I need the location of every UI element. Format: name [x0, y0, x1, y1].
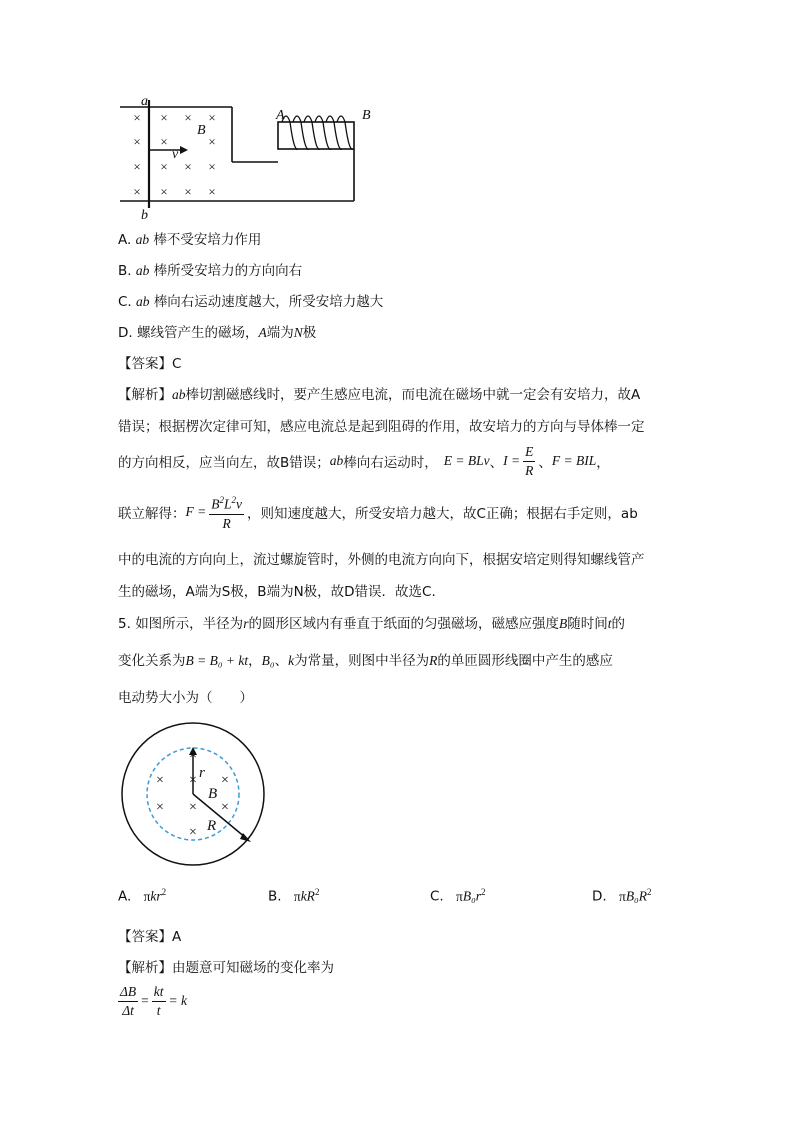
- q4-analysis-line5: 中的电流的方向向上，流过螺旋管时，外侧的电流方向向下，根据安培定则得知螺线管产: [118, 552, 645, 568]
- eq-B-B0-kt: B = B₀ + kt: [185, 653, 249, 668]
- label-field-B: B: [197, 123, 206, 138]
- q5-answer: 【答案】A: [118, 929, 182, 945]
- label-a: a: [141, 94, 148, 109]
- label-b: b: [141, 208, 148, 223]
- q5-stem-line1: 5. 如图所示，半径为r的圆形区域内有垂直于纸面的匀强磁场，磁感应强度B随时间t的: [118, 616, 625, 632]
- q5-analysis-line1: 【解析】由题意可知磁场的变化率为: [118, 960, 334, 976]
- field-cross: ×: [208, 110, 216, 125]
- q4-analysis-line1: 【解析】ab棒切割磁感线时，要产生感应电流，而电流在磁场中就一定会有安培力，故A: [118, 387, 641, 403]
- q4-answer: 【答案】C: [118, 356, 182, 372]
- circular-field-diagram: [118, 722, 270, 867]
- q4-analysis-line2: 错误；根据楞次定律可知，感应电流总是起到阻碍的作用，故安培力的方向与导体棒一定: [118, 419, 645, 435]
- field-cross: ×: [133, 159, 141, 174]
- rail-circuit-diagram: [110, 92, 390, 227]
- field-cross: ×: [160, 159, 168, 174]
- field-cross: ×: [160, 134, 168, 149]
- field-cross: ×: [189, 800, 197, 815]
- field-cross: ×: [189, 773, 197, 788]
- q4-analysis-line3: 的方向相反，应当向左，故B错误； ab 棒向右运动时， E = BLv 、 I = $\frac{E}{R}$ 、 F = BIL ，: [118, 443, 610, 478]
- label-R: R: [207, 818, 217, 834]
- q5-option-A[interactable]: A. πkr$^2$: [118, 887, 167, 905]
- field-cross: ×: [208, 134, 216, 149]
- field-cross: ×: [184, 159, 192, 174]
- label-solenoid-B: B: [362, 108, 371, 123]
- label-solenoid-A: A: [276, 108, 285, 123]
- label-r: r: [199, 765, 205, 781]
- field-cross: ×: [189, 748, 197, 763]
- eq-F-fraction: $\frac{B^2L^2v}{R}$: [209, 491, 244, 533]
- field-cross: ×: [221, 773, 229, 788]
- field-cross: ×: [156, 773, 164, 788]
- q5-stem-line3: 电动势大小为（ ）: [118, 690, 253, 706]
- field-cross: ×: [133, 134, 141, 149]
- frac-dB-dt: $\frac{\Delta B}{\Delta t}$: [120, 983, 137, 1018]
- field-cross: ×: [160, 184, 168, 199]
- eq-E-BLv: E = BLv: [443, 453, 490, 468]
- label-velocity: v: [172, 147, 179, 162]
- option-D[interactable]: D. 螺线管产生的磁场，A端为N极: [118, 325, 317, 341]
- field-cross: ×: [184, 110, 192, 125]
- eq-F-BIL: F = BIL: [551, 453, 597, 468]
- q5-stem-line2: 变化关系为B = B₀ + kt，B₀、k为常量，则图中半径为R的单匝圆形线圈中产生的感应: [118, 653, 613, 669]
- field-cross: ×: [133, 110, 141, 125]
- field-cross: ×: [208, 159, 216, 174]
- field-cross: ×: [160, 110, 168, 125]
- q4-analysis-line6: 生的磁场，A端为S极，B端为N极，故D错误．故选C.: [118, 584, 436, 600]
- option-C[interactable]: C. ab 棒向右运动速度越大，所受安培力越大: [118, 294, 384, 310]
- field-cross: ×: [189, 825, 197, 840]
- q5-option-C[interactable]: C. $\pi B_0r^2$: [430, 887, 486, 905]
- label-B: B: [208, 786, 218, 802]
- field-cross: ×: [156, 800, 164, 815]
- field-cross: ×: [208, 184, 216, 199]
- frac-kt-t: $\frac{kt}{t}$: [153, 983, 164, 1018]
- eq-I-left: I =: [503, 453, 521, 468]
- q5-option-D[interactable]: D. $\pi B_0R^2$: [592, 887, 652, 905]
- field-cross: ×: [184, 184, 192, 199]
- eq-I-fraction: $\frac{E}{R}$: [525, 443, 534, 478]
- field-cross: ×: [133, 184, 141, 199]
- q4-analysis-line4: 联立解得： F = $\frac{B^2L^2v}{R}$ ，则知速度越大，所受安培力越大，故C正确；根据右手定则，ab: [118, 490, 638, 534]
- field-cross: ×: [221, 800, 229, 815]
- q5-option-B[interactable]: B. πkR$^2$: [268, 887, 320, 905]
- option-B[interactable]: B. ab 棒所受安培力的方向向右: [118, 263, 303, 279]
- option-A[interactable]: A. ab 棒不受安培力作用: [118, 232, 262, 248]
- q5-analysis-formula: $\frac{\Delta B}{\Delta t}$ = $\frac{kt}{t}$ = k: [120, 983, 188, 1018]
